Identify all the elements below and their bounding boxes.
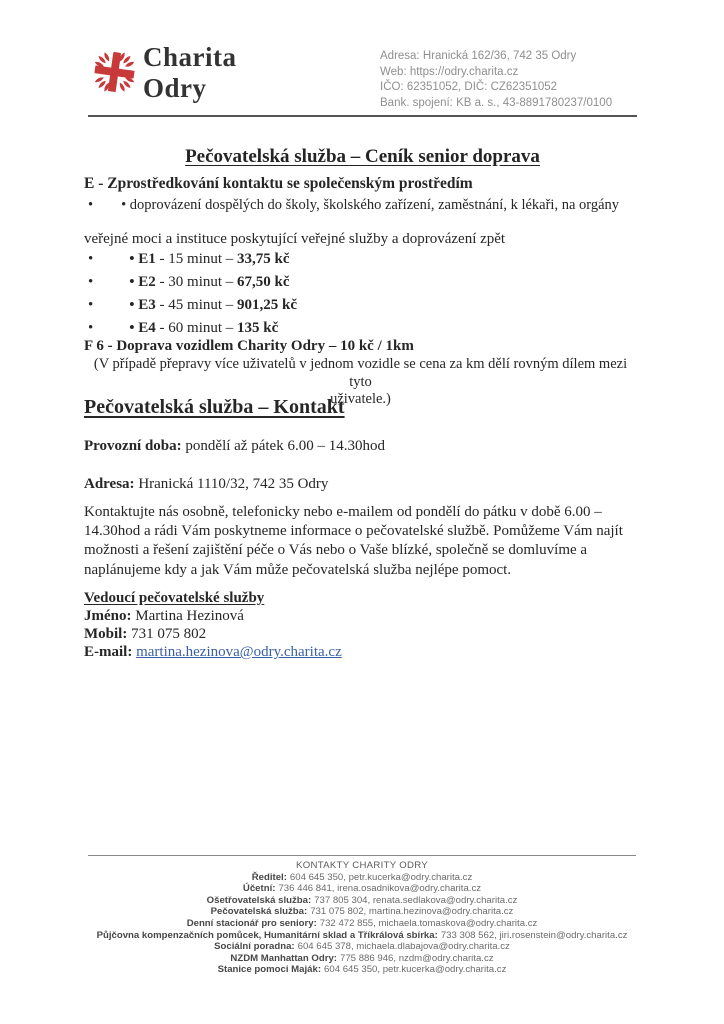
contact-paragraph: Kontaktujte nás osobně, telefonicky nebo e-mailem od pondělí do pátku v době 6.00 – 14.30hod a rádi Vám poskytneme informace o pečovatelské službě. Pomůžeme Vám najít možnosti a řešení zajištění péče o Vás nebo o Vaše blízké, společně se domluvíme a naplánujeme kdy a jak Vám může pečovatelská služba nejlépe pomoct. [84,504,623,578]
price-list-item [88,251,290,268]
price-value: 135 kč [237,320,279,336]
footer-contact-row: Sociální poradna: 604 645 378, michaela.dlabajova@odry.charita.cz [214,941,510,953]
price-value: 67,50 kč [237,274,290,290]
name-value: Martina Hezinová [131,608,244,624]
header-web: Web: https://odry.charita.cz [380,65,519,78]
address-label: Adresa: [84,476,135,492]
outer-bullet: • [88,297,94,313]
price-duration: - 60 minut – [155,320,238,336]
footer-divider [88,855,636,856]
price-inner-bullet: • [129,297,135,313]
price-code: E1 [138,251,156,267]
section-f-heading: F 6 - Doprava vozidlem Charity Odry – 10 kč / 1km [84,338,414,354]
email-link[interactable]: martina.hezinova@odry.charita.cz [136,644,342,660]
price-list-item [88,274,290,291]
org-wordmark [143,42,237,104]
escort-continuation-line: veřejné moci a instituce poskytující veřejné služby a doprovázení zpět [84,231,506,247]
price-duration: - 30 minut – [155,274,238,290]
email-label: E-mail: [84,644,133,660]
price-inner-bullet: • [129,320,135,336]
footer-title: KONTAKTY CHARITY ODRY [296,860,428,871]
caritas-logo-icon [91,49,138,95]
price-value: 33,75 kč [237,251,290,267]
lead-name-line [84,607,342,625]
footer-contact-row: Pečovatelská služba: 731 075 802, martina.hezinova@odry.charita.cz [210,906,514,918]
outer-bullet: • [88,320,94,336]
header-address: Adresa: Hranická 162/36, 742 35 Odry [380,50,577,62]
mobile-label: Mobil: [84,626,128,642]
price-code: E2 [138,274,156,290]
footer-contact-row: Účetní: 736 446 841, irena.osadnikova@odry.charita.cz [242,883,482,895]
service-lead-block [84,589,342,661]
lead-email-line [84,643,342,661]
outer-bullet: • [88,197,94,213]
escort-text: doprovázení dospělých do školy, školského zařízení, zaměstnání, k lékaři, na orgány [129,197,620,213]
footer-contact-row: Ošetřovatelská služba: 737 805 304, renata.sedlakova@odry.charita.cz [206,894,518,906]
lead-heading: Vedoucí pečovatelské služby [84,590,265,606]
price-code: E3 [138,297,156,313]
section-e-heading: E - Zprostředkování kontaktu se společenským prostředím [84,175,473,192]
lead-mobile-line [84,625,342,643]
price-list-item [88,320,278,337]
header-divider [88,115,637,117]
footer-contact-row: Stanice pomoci Maják: 604 645 350, petr.kucerka@odry.charita.cz [217,964,507,976]
footer-contact-row: NZDM Manhattan Odry: 775 886 946, nzdm@odry.charita.cz [230,952,494,964]
header-bank: Bank. spojení: KB a. s., 43-8891780237/0100 [380,96,613,109]
page-title: Pečovatelská služba – Ceník senior doprava [185,146,540,167]
hours-label: Provozní doba: [84,438,182,454]
price-duration: - 15 minut – [155,251,238,267]
price-inner-bullet: • [129,251,135,267]
escort-bullet-line [88,197,619,214]
name-label: Jméno: [84,608,132,624]
footer-contact-row: Denní stacionář pro seniory: 732 472 855, michaela.tomaskova@odry.charita.cz [186,917,538,929]
price-value: 901,25 kč [237,297,298,313]
address-value: Hranická 1110/32, 742 35 Odry [134,476,329,492]
section-f-note-line1: (V případě přepravy více uživatelů v jednom vozidle se cena za km dělí rovným dílem mezi tyto [93,356,628,390]
outer-bullet: • [88,251,94,267]
footer-contacts-block [20,860,704,976]
address-line [84,476,328,493]
inner-bullet: • [121,197,127,213]
footer-contact-row: Ředitel: 604 645 350, petr.kucerka@odry.charita.cz [251,871,473,883]
mobile-value: 731 075 802 [127,626,207,642]
price-inner-bullet: • [129,274,135,290]
price-code: E4 [138,320,156,336]
header-ico-dic: IČO: 62351052, DIČ: CZ62351052 [380,81,558,93]
header-contact-block [380,49,612,111]
price-list-item [88,297,297,314]
price-duration: - 45 minut – [155,297,238,313]
org-name-line1: Charita [143,42,237,72]
footer-contact-row: Půjčovna kompenzačních pomůcek, Humanitární sklad a Tříkrálová sbírka: 733 308 562, jiri.rosenstein@odry.charita.cz [96,929,628,941]
org-name-line2: Odry [143,73,207,103]
operating-hours-line [84,438,385,455]
outer-bullet: • [88,274,94,290]
section-f-note-line2: uživatele.) [330,391,391,407]
kontakt-heading: Pečovatelská služba – Kontakt [84,396,345,418]
hours-value: pondělí až pátek 6.00 – 14.30hod [181,438,385,454]
